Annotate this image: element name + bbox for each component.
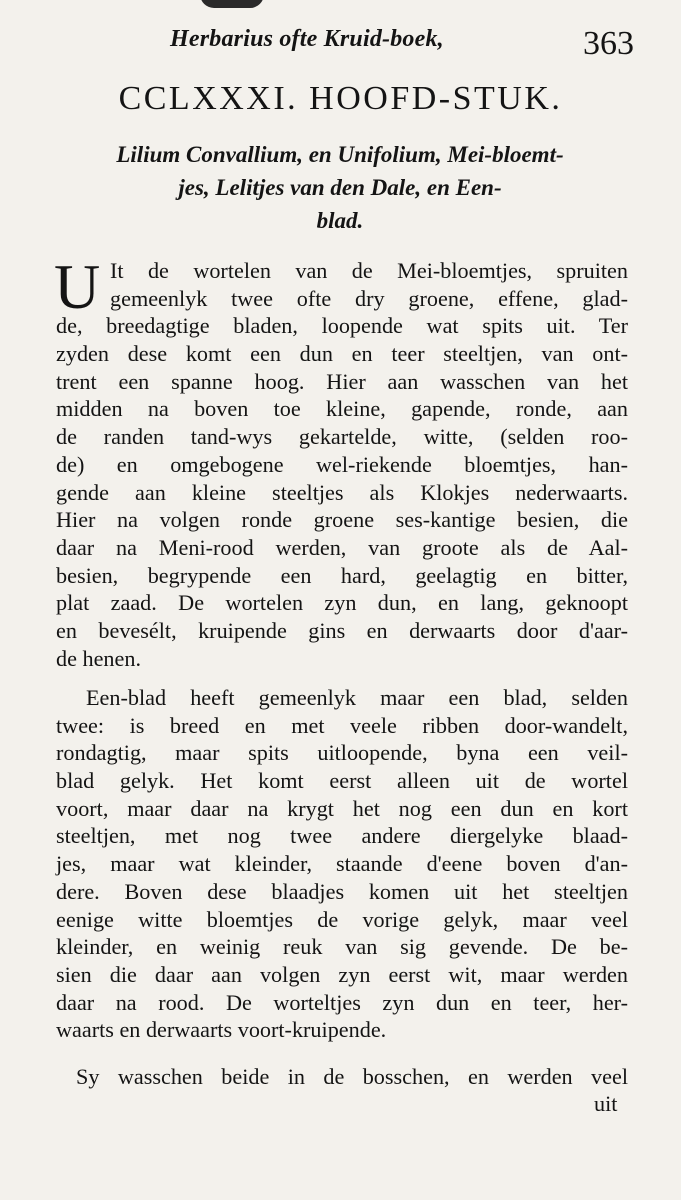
text-line: rondagtig, maar spits uitloopende, byna een veil-: [56, 740, 628, 766]
text-line: eenige witte bloemtjes de vorige gelyk, maar veel: [56, 906, 628, 932]
text-line: voort, maar daar na krygt het nog een dun en kort: [56, 795, 628, 821]
text-line: jes, maar wat kleinder, staande d'eene boven d'an-: [56, 851, 628, 877]
text-line: sien die daar aan volgen zyn eerst wit, maar werden: [56, 961, 628, 987]
subtitle-line: jes, Lelitjes van den Dale, en Een-: [178, 175, 502, 200]
text-line: besien, begrypende een hard, geelagtig en bitter,: [56, 562, 628, 588]
paragraph-1: [54, 251, 628, 672]
text-line: dere. Boven dese blaadjes komen uit het steeltjen: [56, 878, 628, 904]
text-line: twee: is breed en met veele ribben door-wandelt,: [56, 712, 628, 738]
text-line: midden na boven toe kleine, gapende, ronde, aan: [56, 396, 628, 422]
chapter-title: CCLXXXI. HOOFD-STUK.: [118, 80, 563, 117]
chapter-subtitle: [60, 138, 620, 237]
paragraph-2: [56, 684, 628, 1044]
text-line: blad gelyk. Het komt eerst alleen uit de wortel: [56, 768, 628, 794]
text-line: plat zaad. De wortelen zyn dun, en lang, geknoopt: [56, 590, 628, 616]
text-line: daar na rood. De worteltjes zyn dun en teer, her-: [56, 989, 628, 1015]
text-line: Sy wasschen beide in de bosschen, en werden veel: [76, 1064, 628, 1089]
text-line: Hier na volgen ronde groene ses-kantige besien, die: [56, 507, 628, 533]
text-line: gemeenlyk twee ofte dry groene, effene, glad-: [110, 285, 628, 311]
drop-initial: U: [54, 251, 101, 322]
subtitle-line: Lilium Convallium, en Unifolium, Mei-bloemt-: [116, 142, 564, 167]
text-line: de henen.: [56, 645, 142, 671]
paragraph-3: [56, 1063, 628, 1091]
text-line: waarts en derwaarts voort-kruipende.: [56, 1017, 387, 1043]
running-head: Herbarius ofte Kruid-boek,: [170, 26, 444, 52]
text-line: zyden dese komt een dun en teer steeltjen, van ont-: [56, 341, 628, 367]
text-line: en bevesélt, kruipende gins en derwaarts door d'aar-: [56, 617, 628, 643]
text-line: trent een spanne hoog. Hier aan wasschen van het: [56, 368, 628, 394]
subtitle-line: blad.: [316, 208, 364, 233]
text-line: de) en omgebogene wel-riekende bloemtjes, han-: [56, 451, 628, 477]
text-line: kleinder, en weinig reuk van sig gevende. De be-: [56, 934, 628, 960]
catchword: uit: [594, 1091, 618, 1116]
ink-blot-decoration: [200, 0, 264, 8]
text-line: de randen tand-wys gekartelde, witte, (selden roo-: [56, 424, 628, 450]
text-line: steeltjen, met nog twee andere diergelyke blaad-: [56, 823, 628, 849]
text-line: daar na Meni-rood werden, van groote als de Aal-: [56, 534, 628, 560]
text-line: Een-blad heeft gemeenlyk maar een blad, selden: [86, 685, 628, 710]
text-line: It de wortelen van de Mei-bloemtjes, spruiten: [110, 258, 628, 283]
text-line: de, breedagtige bladen, loopende wat spits uit. Ter: [56, 313, 628, 339]
text-line: gende aan kleine steeltjes als Klokjes nederwaarts.: [56, 479, 628, 505]
page-number: 363: [583, 25, 634, 62]
